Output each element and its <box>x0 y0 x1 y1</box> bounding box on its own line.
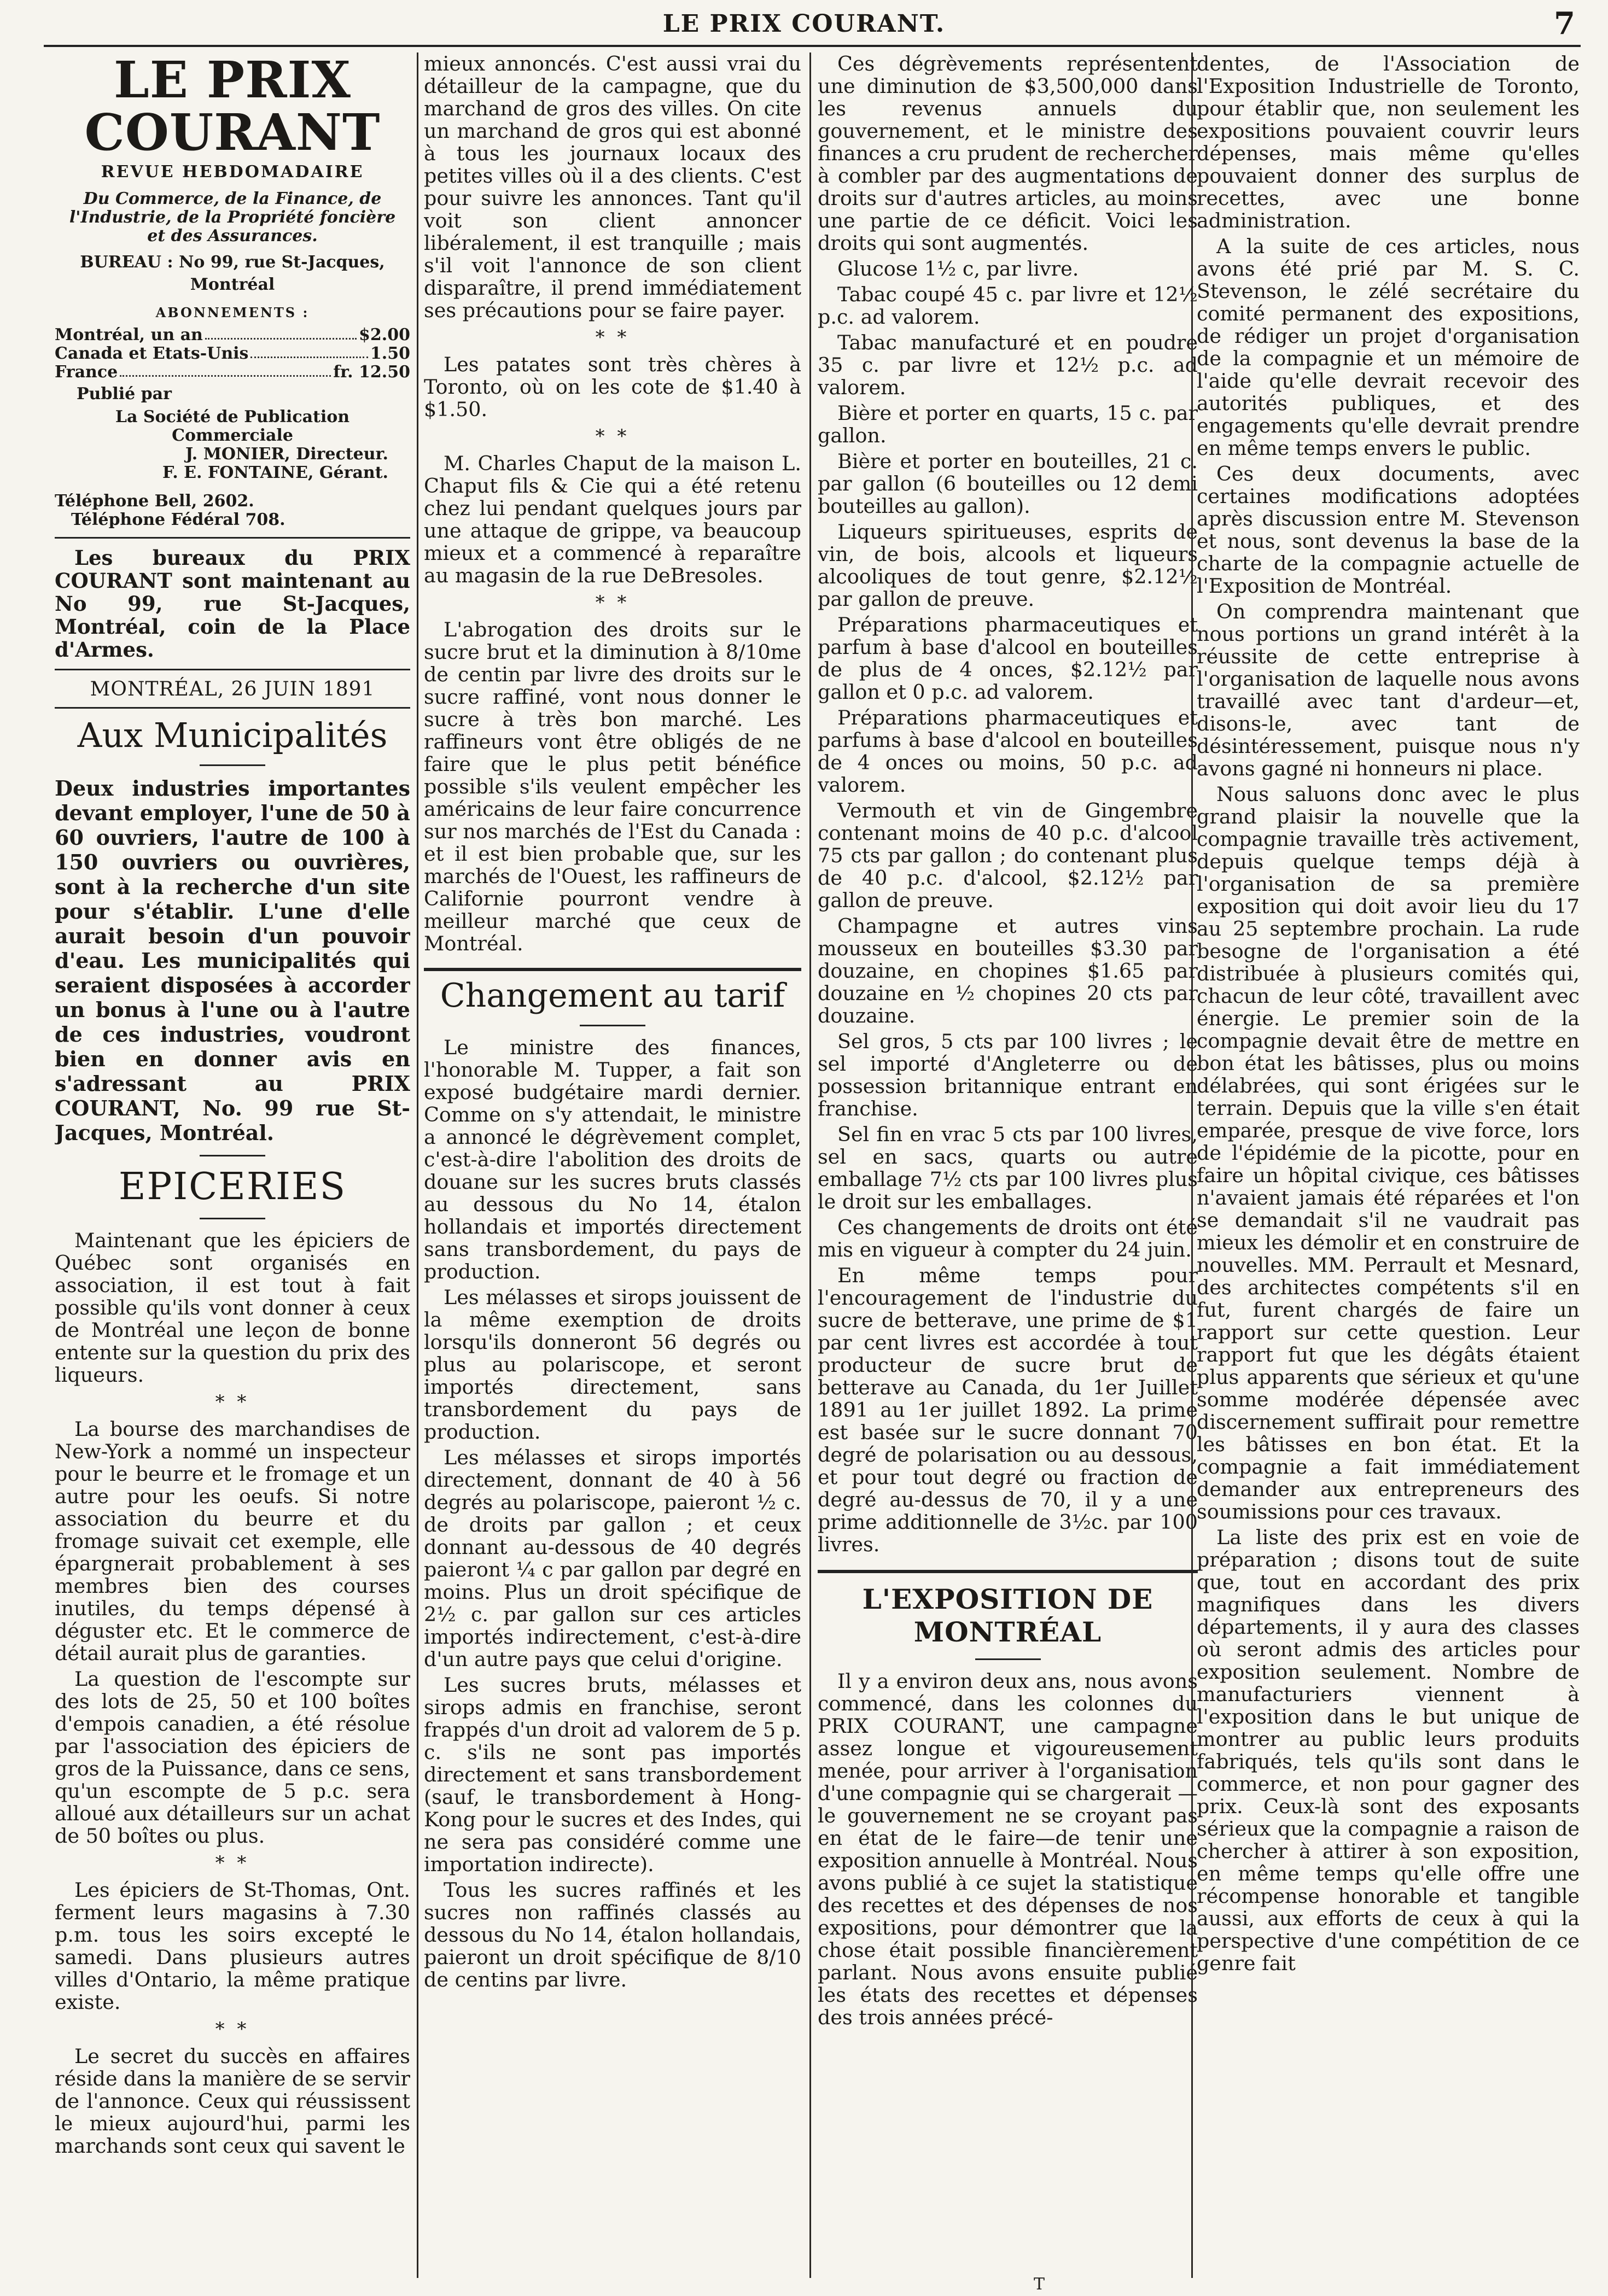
stars-separator: * * <box>215 2018 250 2040</box>
rate-label: France <box>55 363 118 382</box>
rate-value: 1.50 <box>370 344 410 363</box>
stars-separator: * * <box>215 1391 250 1413</box>
paragraph: La bourse des marchandises de New-York a nommé un inspecteur pour le beurre et le fromage et un autre pour les oeufs. Si notre association du beurre et du fromage suivait cet exemple, elle épargnerait probablement à ses membres bien des courses inutiles, du temps dépensé à déguster etc. Et le commerce de détail aurait plus de garanties. <box>55 1417 410 1665</box>
paragraph: Le secret du succès en affaires réside dans la manière de se servir de l'annonce. Ceux qui réussissent le mieux aujourd'hui, parmi les marchands sont ceux qui savent le <box>55 2044 410 2158</box>
paragraph: La liste des prix est en voie de préparation ; disons tout de suite que, tout en accordant des prix magnifiques dans les divers départements, il y aura des classes où seront admis des articles pour exposition seulement. Nombre de manufacturiers viennent à l'exposition dans le but unique de montrer au public leurs produits fabriqués, tels qu'ils sont dans le commerce, et non pour gagner des prix. Ceux-là sont des exposants sérieux que la compagnie a raison de chercher à attirer à son exposition, en même temps qu'elle offre une récompense honorable et tangible aussi, aux efforts de ceux à qui la perspective d'une compétition de ce genre fait <box>1197 1526 1580 1975</box>
paragraph: dentes, de l'Association de l'Exposition Industrielle de Toronto, pour établir que, non seulement les expositions pouvaient couvrir leurs dépenses, mais même qu'elles pouvaient donner des surplus de recettes, avec une bonne administration. <box>1197 52 1580 232</box>
paragraph: A la suite de ces articles, nous avons été prié par M. S. C. Stevenson, le zélé secrétaire du comité permanent des expositions, de rédiger un projet d'organisation de la compagnie et un mémoire de l'aide qu'elle devrait recevoir des autorités publiques, et des engagements qu'elle devrait prendre en même temps envers le public. <box>1197 235 1580 460</box>
divider <box>55 537 410 539</box>
column-3 <box>818 52 1198 2278</box>
duty-item: Glucose 1½ c, par livre. <box>837 257 1079 281</box>
stars-separator: * * <box>215 1852 250 1874</box>
paragraph: Le ministre des finances, l'honorable M. Tupper, a fait son exposé budgétaire mardi dernier. Comme on s'y attendait, le ministre a annoncé le dégrèvement complet, c'est-à-dire l'abolition des droits de douane sur les sucres bruts classés au dessous du No 14, étalon hollandais et importés directement sans transbordement, du pays de production. <box>424 1036 801 1283</box>
masthead-bureau: BUREAU : No 99, rue St-Jacques, Montréal <box>80 253 385 294</box>
column-divider <box>809 52 811 2278</box>
phone-bell: Téléphone Bell, 2602. <box>55 492 254 511</box>
stars-separator: * * <box>595 425 630 447</box>
phone-federal: Téléphone Fédéral 708. <box>71 510 286 529</box>
director: J. MONIER, Directeur. <box>185 445 388 464</box>
short-rule <box>200 764 265 766</box>
rate-label: Montréal, un an <box>55 325 203 344</box>
stars-separator: * * <box>595 326 630 348</box>
rate-value: $2.00 <box>359 325 410 344</box>
bottom-mark: T <box>1034 2275 1045 2294</box>
paragraph: Il y a environ deux ans, nous avons commencé, dans les colonnes du PRIX COURANT, une campagne assez longue et vigoureusement menée, pour arriver à l'organisation d'une compagnie qui se chargerait —le gouvernement ne se croyant pas en état de le faire—de tenir une exposition annuelle à Montréal. Nous avons publié à ce sujet la statistique des recettes et des dépenses de nos expositions, pour démontrer que la chose était possible financièrement parlant. Nous avons ensuite publié les états des recettes et dépenses des trois années précé- <box>818 1669 1198 2029</box>
stars-separator: * * <box>595 592 630 614</box>
manager: F. E. FONTAINE, Gérant. <box>162 463 388 482</box>
column-1 <box>55 52 410 2278</box>
paragraph: Ces deux documents, avec certaines modifications adoptées après discussion entre M. Stevenson et nous, sont devenus la base de la charte de la compagnie actuelle de l'Exposition de Montréal. <box>1197 462 1580 598</box>
paragraph: Les mélasses et sirops importés directement, donnant de 40 à 56 degrés au polariscope, paieront ½ c. de droits par gallon ; et ceux donnant au-dessous de 40 degrés paieront ¼ c par gallon par degré en moins. Plus un droit spécifique de 2½ c. par gallon sur ces articles importés indirectement, c'est-à-dire d'un autre pays que celui d'origine. <box>424 1446 801 1671</box>
duty-item: Bière et porter en quarts, 15 c. par gallon. <box>818 401 1198 447</box>
header-rule <box>44 45 1581 47</box>
column-2 <box>424 52 801 2278</box>
rate-row <box>55 326 410 344</box>
paragraph: mieux annoncés. C'est aussi vrai du détailleur de la campagne, que du marchand de gros des villes. On cite un marchand de gros qui est abonné à tous les journaux locaux des petites villes où il a des clients. C'est pour suivre les annonces. Tant qu'il voit son client annoncer libéralement, il est tranquille ; mais s'il voit l'annonce de son client disparaître, il prend immédiatement ses précautions pour se faire payer. <box>424 52 801 322</box>
running-title: LE PRIX COURANT. <box>662 10 946 38</box>
duty-item: En même temps pour l'encouragement de l'industrie du sucre de betterave, une prime de $1 par cent livres est accordée à tout producteur de sucre brut de betterave au Canada, du 1er Juillet 1891 au 1er juillet 1892. La prime est basée sur le sucre donnant 70 degré de polarisation ou au dessous, et pour tout degré ou fraction de degré au-dessus de 70, il y a une prime additionnelle de 3½c. par 100 livres. <box>818 1264 1198 1556</box>
short-rule <box>200 1155 265 1156</box>
divider <box>55 669 410 670</box>
duty-item: Tabac manufacturé et en poudre 35 c. par livre et 12½ p.c. ad valorem. <box>818 331 1198 399</box>
paragraph: Les patates sont très chères à Toronto, où on les cote de $1.40 à $1.50. <box>424 353 801 421</box>
duty-item: Vermouth et vin de Gingembre contenant moins de 40 p.c. d'alcool 75 cts par gallon ; do contenant plus de 40 p.c. d'alcool, $2.12½ par gallon de preuve. <box>818 799 1198 912</box>
paragraph: Tous les sucres raffinés et les sucres non raffinés classés au dessous du No 14, étalon hollandais, paieront un droit spécifique de 8/10 de centins par livre. <box>424 1878 801 1991</box>
duty-item: Sel gros, 5 cts par 100 livres ; le sel importé d'Angleterre ou de possession britannique entrant en franchise. <box>818 1030 1198 1120</box>
paragraph: Maintenant que les épiciers de Québec sont organisés en association, il est tout à fait possible qu'ils vont donner à ceux de Montréal une leçon de bonne entente sur la question du prix des liqueurs. <box>55 1229 410 1387</box>
duty-item: Préparations pharmaceutiques et parfums à base d'alcool en bouteilles de 4 onces ou moins, 50 p.c. ad valorem. <box>818 706 1198 797</box>
paragraph: Les sucres bruts, mélasses et sirops admis en franchise, seront frappés d'un droit ad valorem de 5 p. c. s'ils ne sont pas importés directement et sans transbordement (sauf, le transbordement à Hong-Kong pour le sucres et des Indes, qui ne sera pas considéré comme une importation indirecte). <box>424 1673 801 1876</box>
page-number: 7 <box>1554 5 1575 42</box>
published-by: Publié par <box>77 384 172 404</box>
masthead-title: LE PRIX COURANT <box>84 52 381 162</box>
aux-municipalites-heading: Aux Municipalités <box>77 715 388 755</box>
office-notice: Les bureaux du PRIX COURANT sont maintenant au No 99, rue St-Jacques, Montréal, coin de la Place d'Armes. <box>55 546 410 662</box>
divider <box>55 707 410 709</box>
epiceries-heading: EPICERIES <box>118 1165 347 1208</box>
paragraph: Nous saluons donc avec le plus grand plaisir la nouvelle que la compagnie travaille très activement, depuis quelque temps déjà à l'organisation de sa première exposition qui doit avoir lieu du 17 au 25 septembre prochain. La rude besogne de l'organisation a été distribuée à plusieurs comités qui, chacun de leur côté, travaillent avec énergie. Le premier soin de la compagnie devait être de mettre en bon état les bâtisses, plus ou moins délabrées, qui sont érigées sur le terrain. Depuis que la ville s'en était emparée, presque de vive force, lors de l'épidémie de la picotte, pour en faire un hôpital civique, ces bâtisses n'avaient jamais été réparées et l'on se demandait s'il ne vaudrait pas mieux les démolir et en construire de nouvelles. MM. Perrault et Mesnard, des architectes compétents s'il en fut, furent chargés de faire un rapport sur cette question. Leur rapport fut que les dégâts étaient plus apparents que sérieux et qu'une somme modérée dépensée avec discernement suffirait pour remettre les bâtisses en bon état. Et la compagnie a fait immédiatement demander aux entrepreneurs des soumissions pour ces travaux. <box>1197 782 1580 1523</box>
rate-row <box>55 363 410 382</box>
paragraph: Les épiciers de St-Thomas, Ont. ferment leurs magasins à 7.30 p.m. tous les soirs excepté le samedi. Dans plusieurs autres villes d'Ontario, la même pratique existe. <box>55 1878 410 2014</box>
short-rule <box>975 1658 1041 1660</box>
paragraph: Ces dégrèvements représentent une diminution de $3,500,000 dans les revenus annuels du gouvernement, et le ministre des finances a cru prudent de rechercher à combler par des augmentations de droits sur d'autres articles, au moins une partie de ce déficit. Voici les droits qui sont augmentés. <box>818 52 1198 255</box>
paragraph: L'abrogation des droits sur le sucre brut et la diminution à 8/10me de centin par livre des droits sur le sucre raffiné, vont nous donner le sucre à très bon marché. Les raffineurs vont être obligés de ne faire que le plus petit bénéfice possible s'ils veulent empêcher les américains de leur faire concurrence sur nos marchés de l'Est du Canada : et il est bien probable que, sur les marchés de l'Ouest, les raffineurs de Californie pourront vendre à meilleur marché que ceux de Montréal. <box>424 618 801 955</box>
duty-item: Sel fin en vrac 5 cts par 100 livres, sel en sacs, quarts ou autre emballage 7½ cts par 100 livres plus le droit sur les emballages. <box>818 1123 1198 1213</box>
masthead-description: Du Commerce, de la Finance, de l'Industrie, de la Propriété foncière et des Assurances. <box>69 189 396 246</box>
column-divider <box>417 52 418 2278</box>
rate-value: fr. 12.50 <box>333 363 410 382</box>
duty-item: Préparations pharmaceutiques et parfum à base d'alcool en bouteilles de plus de 4 onces, $2.12½ par gallon et 0 p.c. ad valorem. <box>818 613 1198 704</box>
duty-item: Bière et porter en bouteilles, 21 c. par gallon (6 bouteilles ou 12 demi bouteilles au gallon). <box>818 449 1198 518</box>
masthead-subtitle: REVUE HEBDOMADAIRE <box>101 162 364 182</box>
divider <box>818 1570 1198 1573</box>
paragraph: M. Charles Chaput de la maison L. Chaput fils & Cie qui a été retenu chez lui pendant quelques jours par une attaque de grippe, va beaucoup mieux et a commencé à reparaître au magasin de la rue DeBresoles. <box>424 452 801 587</box>
duty-item: Tabac coupé 45 c. par livre et 12½ p.c. ad valorem. <box>818 283 1198 329</box>
paragraph: On comprendra maintenant que nous portions un grand intérêt à la réussite de cette entreprise à l'organisation de laquelle nous avons travaillé avec tant d'ardeur—et, disons-le, avec tant de désintéressement, puisque nous n'y avons gagné ni honneurs ni place. <box>1197 600 1580 780</box>
paragraph: Les mélasses et sirops jouissent de la même exemption de droits lorsqu'ils donneront 56 degrés ou plus au polariscope, et seront importés directement, sans transbordement du pays de production. <box>424 1286 801 1444</box>
duty-item: Champagne et autres vins mousseux en bouteilles $3.30 par douzaine, en chopines $1.65 par douzaine en ½ chopines 20 cts par douzaine. <box>818 914 1198 1027</box>
tarif-heading: Changement au tarif <box>440 977 785 1015</box>
duty-item: Liqueurs spiritueuses, esprits de vin, de bois, alcools et liqueurs alcooliques de tout genre, $2.12½ par gallon de preuve. <box>818 520 1198 611</box>
subscriptions-heading: ABONNEMENTS : <box>155 305 310 320</box>
short-rule <box>580 1025 645 1026</box>
rate-row <box>55 344 410 363</box>
publisher: La Société de Publication Commerciale <box>115 407 350 445</box>
dateline: MONTRÉAL, 26 JUIN 1891 <box>90 678 375 700</box>
paragraph: La question de l'escompte sur des lots de 25, 50 et 100 boîtes d'empois canadien, a été résolue par l'association des épiciers de gros de la Puissance, dans ce sens, qu'un escompte de 5 p.c. sera alloué aux détailleurs sur un achat de 50 boîtes ou plus. <box>55 1667 410 1848</box>
aux-municipalites-body: Deux industries importantes devant employer, l'une de 50 à 60 ouvriers, l'autre de 100 à 150 ouvriers ou ouvrières, sont à la recherche d'un site pour s'établir. L'une d'elle aurait besoin d'un pouvoir d'eau. Les municipalités qui seraient disposées à accorder un bonus à l'une ou à l'autre de ces industries, voudront bien en donner avis en s'adressant au PRIX COURANT, No. 99 rue St-Jacques, Montréal. <box>55 776 410 1145</box>
exposition-heading: L'EXPOSITION DE MONTRÉAL <box>862 1583 1153 1648</box>
duty-item: Ces changements de droits ont été mis en vigueur à compter du 24 juin. <box>818 1216 1198 1261</box>
divider <box>424 968 801 971</box>
short-rule <box>200 1218 265 1219</box>
column-4 <box>1197 52 1580 2278</box>
rate-label: Canada et Etats-Unis <box>55 344 249 363</box>
